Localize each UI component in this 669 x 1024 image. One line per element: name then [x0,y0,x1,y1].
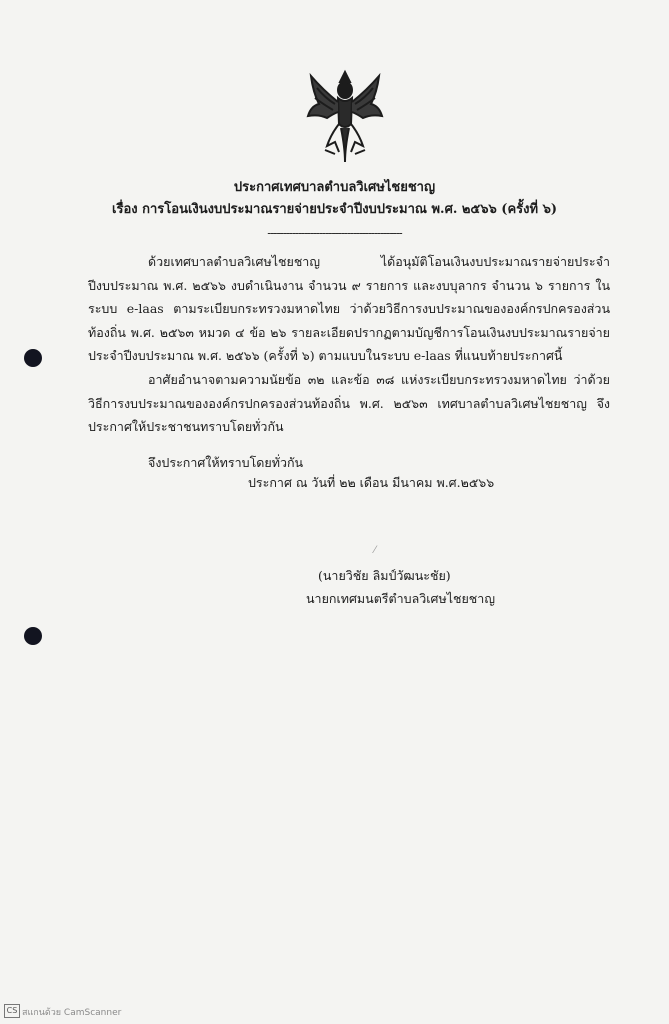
paragraph-1-text: ด้วยเทศบาลตำบลวิเศษไชยชาญ ได้อนุมัติโอนเงินงบประมาณรายจ่ายประจำปีงบประมาณ พ.ศ. ๒๕๖๖ งบดำเนินงาน จำนวน ๙ รายการ และงบบุลากร จำนวน ๖ รายการ ในระบบ e-laas ตามระเบียบกระทรวงมหาดไทย ว่าด้วยวิธีการงบประมาณขององค์กรปกครองส่วนท้องถิ่น พ.ศ. ๒๕๖๓ หมวด ๔ ข้อ ๒๖ รายละเอียดปรากฏตามบัญชีการโอนเงินงบประมาณรายจ่ายประจำปีงบประมาณ พ.ศ. ๒๕๖๖ (ครั้งที่ ๖) ตามแบบในระบบ e-laas ที่แนบท้ายประกาศนี้ [88,254,610,363]
separator-line: -------------------------------------------- [267,226,402,240]
signatory-name: (นายวิชัย ลิมป์วัฒนะชัย) [318,568,451,583]
body-paragraph-1 [88,250,610,368]
announcement-date: ประกาศ ณ วันที่ ๒๒ เดือน มีนาคม พ.ศ.๒๕๖๖ [248,475,495,490]
punch-hole [24,349,42,367]
camscanner-watermark: สแกนด้วย CamScanner [22,1008,122,1018]
garuda-emblem-icon [305,68,385,166]
punch-hole [24,627,42,645]
camscanner-logo: CS [4,1004,20,1018]
paragraph-3-text: จึงประกาศให้ทราบโดยทั่วกัน [148,455,304,470]
signature-mark: ⁄ [374,545,376,556]
announcement-subject: เรื่อง การโอนเงินงบประมาณรายจ่ายประจำปีงบประมาณ พ.ศ. ๒๕๖๖ (ครั้งที่ ๖) [112,202,557,217]
body-paragraph-3 [88,451,610,475]
body-paragraph-2 [88,368,610,439]
paragraph-2-text: อาศัยอำนาจตามความนัยข้อ ๓๒ และข้อ ๓๘ แห่งระเบียบกระทรวงมหาดไทย ว่าด้วยวิธีการงบประมาณขององค์กรปกครองส่วนท้องถิ่น พ.ศ. ๒๕๖๓ เทศบาลตำบลวิเศษไชยชาญ จึงประกาศให้ประชาชนทราบโดยทั่วกัน [88,372,610,434]
signatory-position: นายกเทศมนตรีตำบลวิเศษไชยชาญ [306,591,495,606]
announcement-title: ประกาศเทศบาลตำบลวิเศษไชยชาญ [233,180,436,195]
